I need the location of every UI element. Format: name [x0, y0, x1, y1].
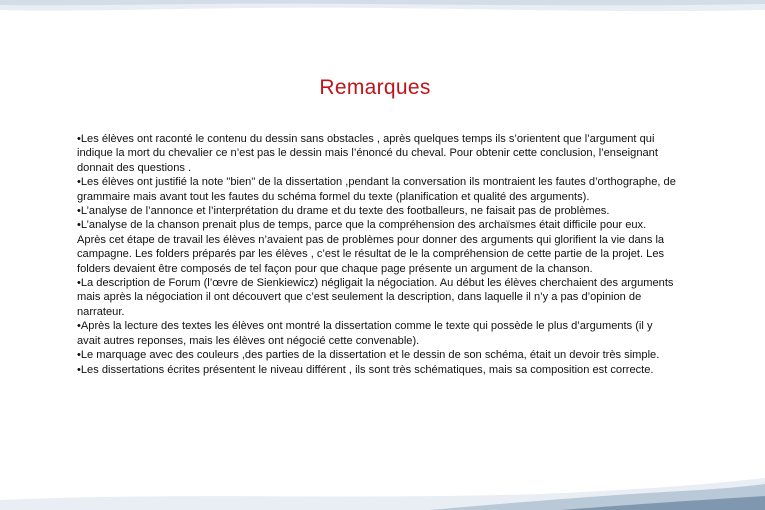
slide-title: Remarques [319, 76, 431, 99]
remark-paragraph: •Les élèves ont justifié la note "bien" de la dissertation ,pendant la conversation ils montraient les fautes d’orthographe, de grammaire mais avant tout les fautes du schéma formel du texte (planification et qualité des arguments). [77, 176, 676, 203]
top-swoosh-decoration [0, 0, 765, 24]
remarks-body [77, 132, 677, 377]
remark-paragraph: •La description de Forum (l’œvre de Sienkiewicz) négligait la négociation. Au début les élèves cherchaient des arguments mais après la négociation il ont découvert que c’est seulement la description, dans laquelle il n’y a pas d’opinion de narrateur. [77, 277, 674, 318]
remark-paragraph: •L’analyse de la chanson prenait plus de temps, parce que la compréhension des archaïsmes était difficile pour eux. Après cet étape de travail les élèves n’avaient pas de problèmes pour donner des arguments qui glorifient la vie dans la campagne. Les folders préparés par les élèves , c’est le résultat de le la compréhension de cette partie de la projet. Les folders devaient être composés de tel façon pour que chaque page présente un argument de la chanson. [77, 219, 665, 275]
bottom-swoosh-decoration [0, 470, 765, 510]
remark-paragraph: •Les élèves ont raconté le contenu du dessin sans obstacles , après quelques temps ils s’orientent que l’argument qui indique la mort du chevalier ce n’est pas le dessin mais l’énoncé du cheval. Pour obtenir cette conclusion, l’enseignant donnait des questions . [77, 133, 658, 174]
remark-paragraph: •L’analyse de l’annonce et l’interprétation du drame et du texte des footballeurs, ne faisait pas de problèmes. [77, 205, 610, 218]
remark-paragraph: •Après la lecture des textes les élèves ont montré la dissertation comme le texte qui possède le plus d’arguments (il y avait autres reponses, mais les élèves ont négocié cette convenable). [77, 320, 653, 347]
remark-paragraph: •Les dissertations écrites présentent le niveau différent , ils sont très schématiques, mais sa composition est correcte. [77, 363, 654, 376]
remark-paragraph: •Le marquage avec des couleurs ,des parties de la dissertation et le dessin de son schéma, était un devoir très simple. [77, 349, 660, 362]
